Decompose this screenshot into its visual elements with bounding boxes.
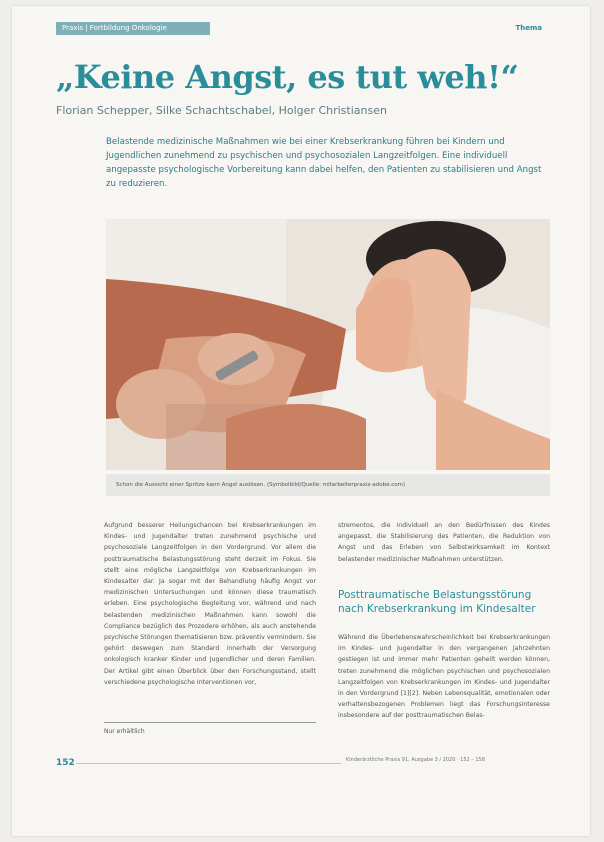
body-column-1: Aufgrund besserer Heilungschancen bei Krebserkrankungen im Kindes- und Jugendalter treten zunehmend psychische und psychosoziale Langzeitfolgen in den Vordergrund. Vor allem die posttraumatische Belastungsstörung steht derzeit im Fokus. Sie stellt eine mögliche Langzeitfolge von Krebserkrankungen im Kindesalter dar. Ja sogar mit der Behandlung häufig Angst vor medizinischen Untersuchungen und können diese traumatisch erleben. Eine psychologische Begleitung vor, während und nach belastenden medizinischen Maßnahmen kann sowohl die Compliance bezüglich des Prozedere erhöhen, als auch anstehende psychische Störungen thematisieren bzw. präventiv vermindern. Sie gehört deswegen zum Standard innerhalb der Versorgung onkologisch kranker Kinder und Jugendlicher und deren Familien. Der Artikel gibt einen Überblick über den Forschungsstand, stellt verschiedene psychologische Interventionen vor,	[104, 522, 316, 686]
article-photo	[106, 219, 550, 470]
photo-illustration	[106, 219, 550, 470]
article-authors: Florian Schepper, Silke Schachtschabel, Holger Christiansen	[56, 104, 387, 117]
topic-label: Thema	[515, 24, 542, 32]
journal-citation: Kinderärztliche Praxis 91, Ausgabe 3 / 2020 · 152 – 158	[346, 757, 485, 763]
footer-rule	[76, 763, 341, 764]
section-subheading: Posttraumatische Belastungsstörung nach Krebserkrankung im Kindesalter	[338, 589, 536, 615]
article-title: „Keine Angst, es tut weh!“	[56, 58, 519, 96]
photo-caption: Schon die Aussicht einer Spritze kann Angst auslösen. (Symbolbild/Quelle: mitarbeiterpraxis-adobe.com)	[106, 474, 550, 496]
body-column-2-bottom: Während die Überlebenswahrscheinlichkeit bei Krebserkrankungen im Kindes- und Jugendalter in den vergangenen Jahrzehnten gestiegen ist und immer mehr Patienten geheilt werden können, treten zunehmend die möglichen psychischen und psychosozialen Langzeitfolgen von Krebserkrankungen im Kindes- und Jugendalter in den Vordergrund [1][2]. Neben Lebensqualität, emotionalen oder verhaltensbezogenen Problemen liegt das Forschungsinteresse insbesondere auf der posttraumatischen Belas-	[338, 634, 550, 720]
footnote-divider	[104, 722, 316, 723]
section-banner: Praxis | Fortbildung Onkologie	[56, 22, 210, 35]
body-column-2-top: strementos, die individuell an den Bedürfnissen des Kindes angepasst, die Stabilisierung des Patienten, die Reduktion von Angst und das Erleben von Selbstwirksamkeit im Kontext belastender medizinischer Maßnahmen unterstützen.	[338, 522, 550, 563]
footnote: Nur erhältlich	[104, 728, 145, 735]
page-number: 152	[56, 758, 75, 768]
article-lead: Belastende medizinische Maßnahmen wie bei einer Krebserkrankung führen bei Kindern und Jugendlichen zunehmend zu psychischen und psychosozialen Langzeitfolgen. Eine individuell angepasste psychologische Vorbereitung kann dabei helfen, den Patienten zu stabilisieren und Angst zu reduzieren.	[106, 137, 542, 189]
